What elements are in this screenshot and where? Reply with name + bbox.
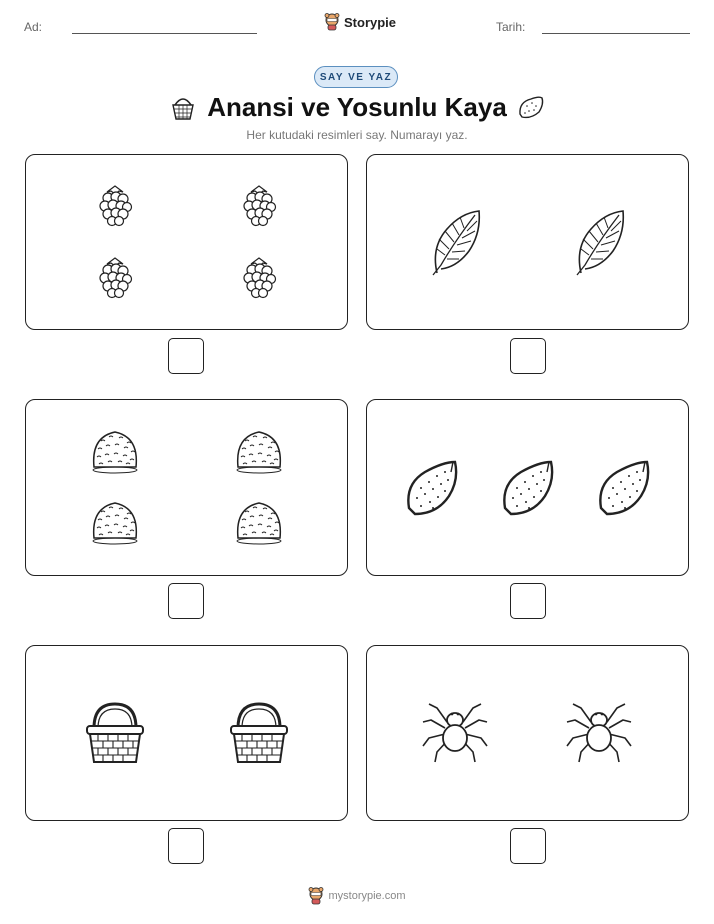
- answer-box-6[interactable]: [510, 828, 546, 864]
- basket-icon: [228, 700, 290, 766]
- count-panel-3: [25, 399, 348, 576]
- footer: [0, 887, 714, 905]
- name-label: Ad:: [24, 20, 43, 34]
- brand-name: Storypie: [344, 14, 397, 30]
- raspberry-icon: [92, 254, 138, 302]
- page-title: Anansi ve Yosunlu Kaya: [207, 92, 507, 122]
- moss-ball-icon: [89, 427, 141, 475]
- spider-icon: [421, 700, 489, 764]
- raspberry-icon: [92, 182, 138, 230]
- raspberry-icon: [236, 254, 282, 302]
- mossy-rock-icon: [595, 458, 653, 518]
- date-label: Tarih:: [496, 20, 526, 34]
- leaf-icon: [427, 207, 483, 277]
- mossy-rock-icon: [517, 94, 545, 120]
- date-line[interactable]: [542, 33, 690, 34]
- basket-icon: [84, 700, 146, 766]
- instructions: Her kutudaki resimleri say. Numarayı yaz.: [246, 128, 468, 142]
- count-panel-5: [25, 645, 348, 821]
- moss-ball-icon: [233, 427, 285, 475]
- mossy-rock-icon: [403, 458, 461, 518]
- footer-url[interactable]: mystorypie.com: [328, 890, 406, 902]
- mossy-rock-icon: [499, 458, 557, 518]
- brand-logo: [324, 13, 396, 31]
- answer-box-2[interactable]: [510, 338, 546, 374]
- leaf-icon: [571, 207, 627, 277]
- count-panel-2: [366, 154, 689, 330]
- answer-box-1[interactable]: [168, 338, 204, 374]
- mascot-icon: [308, 887, 324, 905]
- name-line[interactable]: [72, 33, 257, 34]
- moss-ball-icon: [89, 498, 141, 546]
- raspberry-icon: [236, 182, 282, 230]
- answer-box-3[interactable]: [168, 583, 204, 619]
- spider-icon: [565, 700, 633, 764]
- count-panel-1: [25, 154, 348, 330]
- count-panel-6: [366, 645, 689, 821]
- mascot-icon: [324, 13, 340, 31]
- moss-ball-icon: [233, 498, 285, 546]
- activity-badge: SAY VE YAZ: [314, 66, 398, 88]
- count-panel-4: [366, 399, 689, 576]
- answer-box-4[interactable]: [510, 583, 546, 619]
- answer-box-5[interactable]: [168, 828, 204, 864]
